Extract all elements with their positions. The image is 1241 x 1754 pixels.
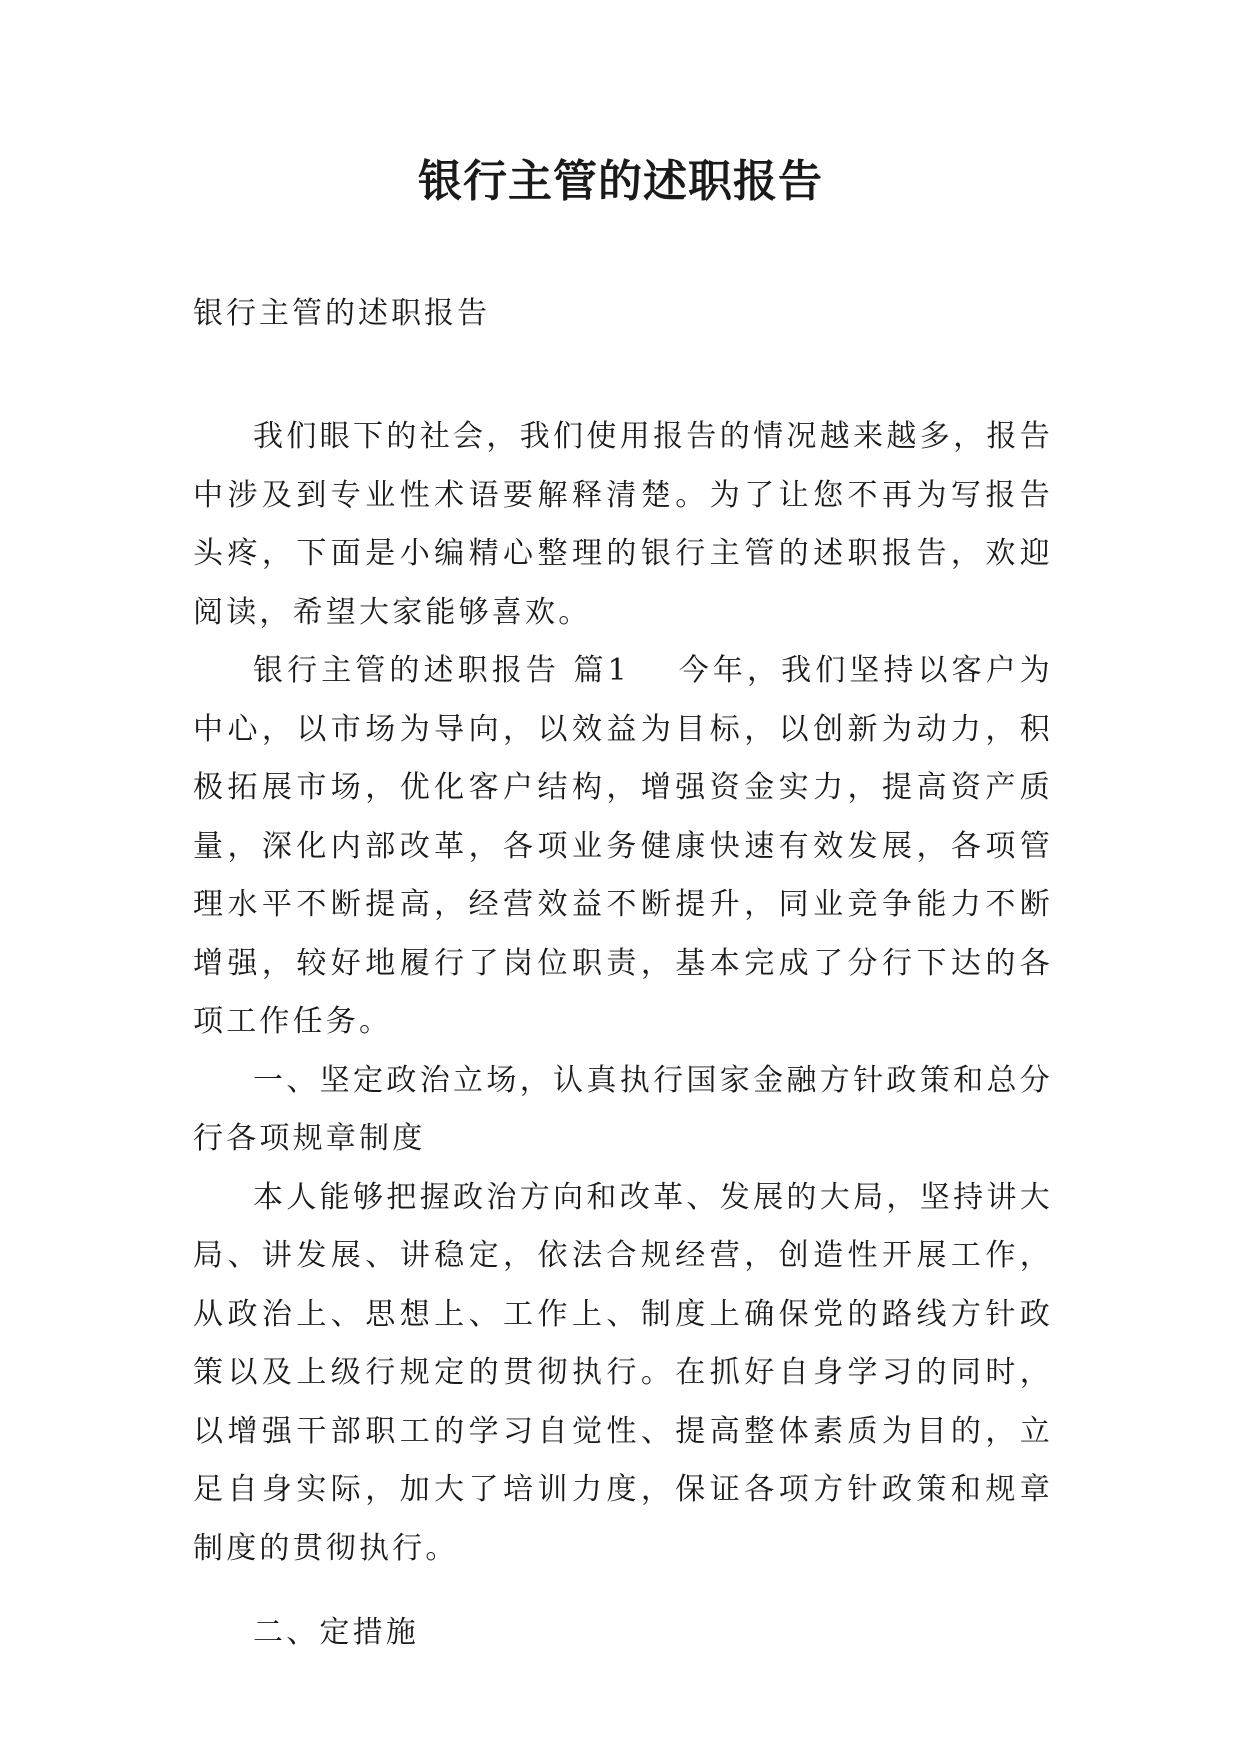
section1-paragraph: 本人能够把握政治方向和改革、发展的大局，坚持讲大局、讲发展、讲稳定，依法合规经营，创造性开展工作，从政治上、思想上、工作上、制度上确保党的路线方针政策以及上级行规定的贯彻执行。在抓好自身学习的同时，以增强干部职工的学习自觉性、提高整体素质为目的，立足自身实际，加大了培训力度，保证各项方针政策和规章制度的贯彻执行。: [193, 1179, 1053, 1566]
document-title: 银行主管的述职报告: [418, 156, 823, 207]
intro-paragraph: 我们眼下的社会，我们使用报告的情况越来越多，报告中涉及到专业性术语要解释清楚。为了让您不再为写报告头疼，下面是小编精心整理的银行主管的述职报告，欢迎阅读，希望大家能够喜欢。: [193, 419, 1053, 630]
part1-text: 今年，我们坚持以客户为中心，以市场为导向，以效益为目标，以创新为动力，积极拓展市场，优化客户结构，增强资金实力，提高资产质量，深化内部改革，各项业务健康快速有效发展，各项管理水平不断提高，经营效益不断提升，同业竞争能力不断增强，较好地履行了岗位职责，基本完成了分行下达的各项工作任务。: [193, 653, 1053, 1039]
part1-label: 银行主管的述职报告 篇1: [253, 653, 630, 688]
section1-heading: 一、坚定政治立场，认真执行国家金融方针政策和总分行各项规章制度: [193, 1062, 1053, 1156]
part1-paragraph: [193, 642, 1053, 1052]
document-subtitle: 银行主管的述职报告: [193, 296, 490, 331]
document-body: [193, 408, 1053, 1663]
section2-heading: 二、定措施: [253, 1615, 419, 1650]
